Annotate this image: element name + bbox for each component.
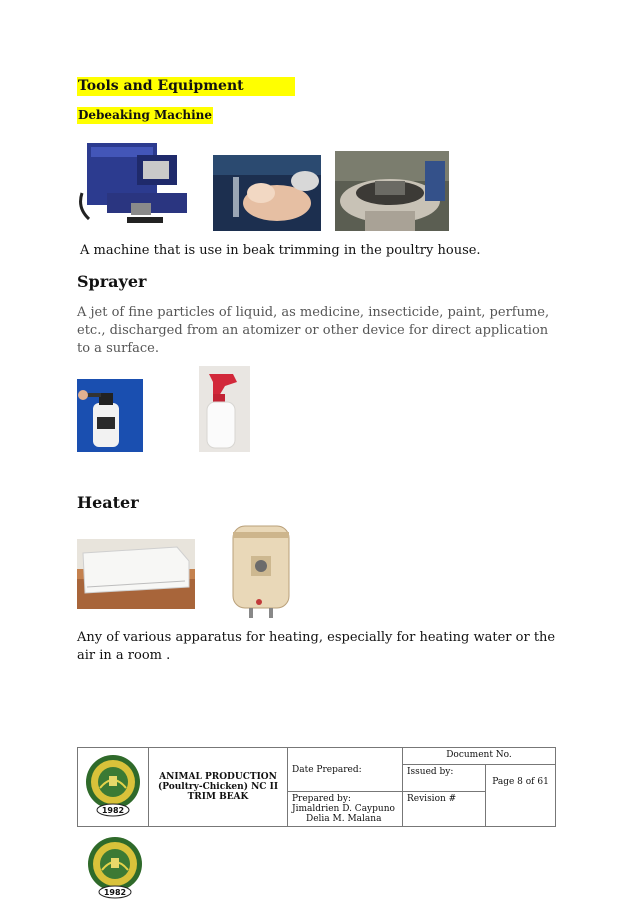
sprayer-definition: A jet of fine particles of liquid, as medicine, insecticide, paint, perfume, etc., discharged from an atomizer or other device for direct application to a surface. [77,305,550,356]
document-footer-table [77,747,556,827]
debeaking-machine-photo [77,133,195,231]
water-heater-photo [229,522,293,620]
pump-sprayer-photo [77,379,143,452]
trigger-sprayer-photo [199,366,250,452]
preparer-name-1: Jimaldrien D. Caypuno [292,804,395,814]
baseboard-heater-photo [77,539,195,609]
program-line-3: TRIM BEAK [187,792,249,802]
issued-by-label: Issued by: [407,767,454,777]
school-seal-logo [82,754,144,818]
program-title-cell [149,748,288,827]
section-heading-heater: Heater [77,493,139,512]
prepared-by-cell [288,792,403,827]
document-no-cell [403,748,556,765]
prepared-by-label: Prepared by: [292,794,351,804]
date-prepared-label: Date Prepared: [292,764,362,775]
bottom-logo-year: 1982 [103,888,127,897]
preparer-name-2: Delia M. Malana [306,814,382,824]
page-number-cell [486,765,556,827]
date-prepared-cell [288,748,403,792]
page-number: Page 8 of 61 [492,777,549,787]
section-heading-tools: Tools and Equipment [77,77,295,96]
debeaking-station-photo [335,151,449,231]
footer-logo-year: 1982 [101,805,125,815]
program-line-2: (Poultry-Chicken) NC II [157,782,279,792]
bottom-seal-logo [84,836,146,902]
issued-by-cell [403,765,486,792]
document-no-label: Document No. [446,750,512,760]
section-heading-sprayer: Sprayer [77,272,147,291]
footer-logo-cell [78,748,149,827]
revision-label: Revision # [407,794,457,804]
debeaking-caption: A machine that is use in beak trimming in the poultry house. [80,243,481,258]
beak-trimming-photo [213,155,321,231]
program-line-1: ANIMAL PRODUCTION [159,772,277,782]
heater-definition: Any of various apparatus for heating, especially for heating water or the air in a room . [77,630,556,663]
subheading-debeaking-machine: Debeaking Machine [78,108,213,122]
revision-cell [403,792,486,827]
